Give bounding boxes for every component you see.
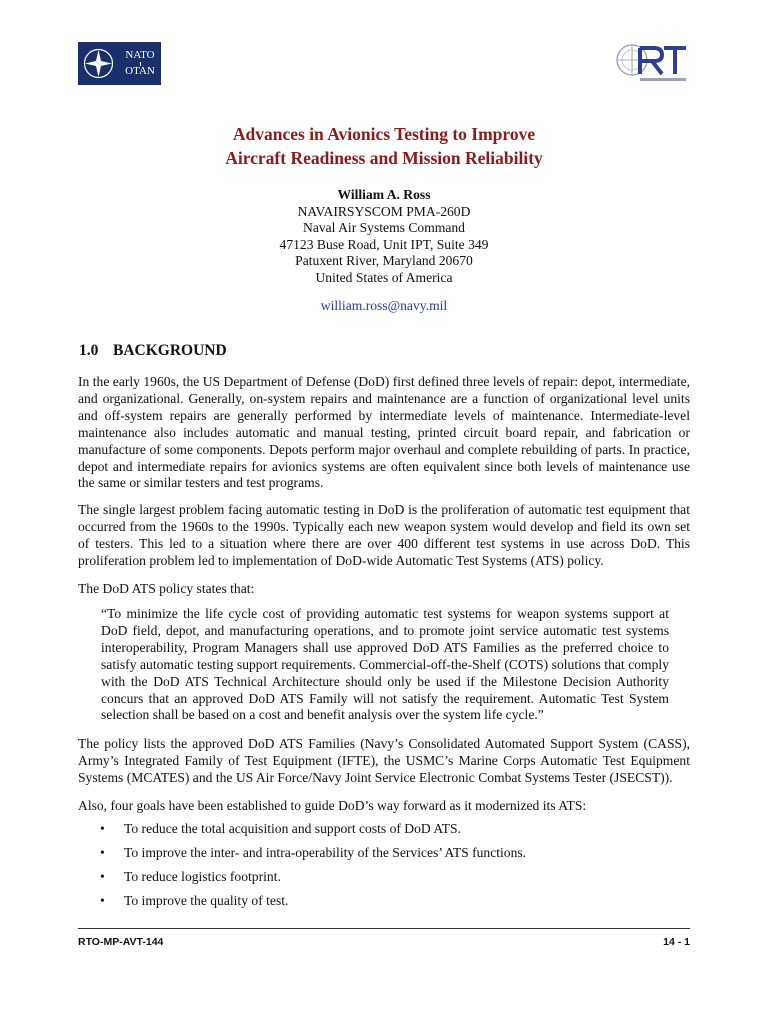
bullet-icon: • [100, 821, 105, 836]
list-item [100, 845, 526, 869]
footer-page-number: 14 - 1 [663, 936, 690, 948]
footer-divider [78, 928, 690, 929]
affiliation-line: Naval Air Systems Command [303, 220, 465, 235]
nato-otan-logo [78, 42, 161, 85]
body-paragraph: The policy lists the approved DoD ATS Families (Navy’s Consolidated Automated Support System (CASS), Army’s Integrated Family of Test Equipment (IFTE), the USMC’s Marine Corps Automatic Test Equipment Systems (MCATES) and the US Air Force/Navy Joint Service Electronic Combat Systems Tester (JSECST)). [78, 736, 690, 785]
nato-logo-line1: NATO [125, 48, 155, 61]
list-item-text: To improve the quality of test. [124, 893, 289, 908]
author-email-link[interactable]: william.ross@navy.mil [320, 298, 448, 313]
body-paragraph: Also, four goals have been established to guide DoD’s way forward as it modernized its ATS: [78, 798, 587, 813]
author-block [0, 187, 768, 286]
section-title: BACKGROUND [113, 342, 227, 359]
body-paragraph: The single largest problem facing automatic testing in DoD is the proliferation of automatic test equipment that occurred from the 1960s to the 1990s. Typically each new weapon system would develop and field its own set of testers. This led to a situation where there are over 400 different test systems in use across DoD. This proliferation problem led to implementation of DoD-wide Automatic Test Systems (ATS) policy. [78, 502, 690, 568]
author-name: William A. Ross [337, 187, 431, 202]
list-item [100, 869, 526, 893]
list-item [100, 821, 526, 845]
paper-title [0, 122, 768, 170]
bullet-icon: • [100, 893, 105, 908]
affiliation-line: 47123 Buse Road, Unit IPT, Suite 349 [279, 236, 489, 252]
rto-emblem-icon [612, 40, 690, 80]
goals-list [100, 821, 526, 917]
list-item-text: To improve the inter- and intra-operability of the Services’ ATS functions. [124, 845, 527, 860]
bullet-icon: • [100, 869, 105, 884]
bullet-icon: • [100, 845, 105, 860]
section-heading [79, 342, 227, 360]
rto-logo [612, 40, 690, 88]
nato-logo-line2: OTAN [125, 64, 155, 77]
affiliation-line: NAVAIRSYSCOM PMA-260D [297, 203, 471, 219]
list-item [100, 893, 526, 917]
title-line-1: Advances in Avionics Testing to Improve [232, 124, 536, 144]
body-paragraph: The DoD ATS policy states that: [78, 581, 255, 596]
footer-doc-id: RTO-MP-AVT-144 [78, 936, 164, 948]
list-item-text: To reduce logistics footprint. [124, 869, 281, 884]
affiliation-line: United States of America [315, 269, 453, 285]
policy-quote: “To minimize the life cycle cost of providing automatic test systems for weapon systems support at DoD field, depot, and manufacturing operations, and to promote joint service automatic test systems interoperability, Program Managers shall use approved DoD ATS Families as the preferred choice to satisfy automatic testing support requirements. Commercial-off-the-Shelf (COTS) solutions that comply with the DoD ATS Technical Architecture should only be used if the Milestone Decision Authority concurs that an approved DoD ATS Family will not satisfy the requirement. Automatic Test System selection shall be based on a cost and benefit analysis over the system life cycle.” [101, 606, 669, 723]
title-line-2: Aircraft Readiness and Mission Reliability [225, 148, 543, 168]
affiliation-line: Patuxent River, Maryland 20670 [295, 253, 473, 268]
body-paragraph: In the early 1960s, the US Department of Defense (DoD) first defined three levels of repair: depot, intermediate, and organizational. Generally, on-system repairs and maintenance are a function of organizational level units and off-system repairs are generally performed by intermediate levels of maintenance. Intermediate-level maintenance also includes automatic and manual testing, printed circuit board repair, and fabrication or manufacture of some components. Depots perform major overhaul and complete rebuilding of parts. In practice, depot and intermediate repairs for avionics systems are often equivalent since both levels of maintenance use the same or similar testers and test programs. [78, 374, 690, 491]
nato-compass-icon [78, 42, 119, 85]
list-item-text: To reduce the total acquisition and support costs of DoD ATS. [124, 821, 461, 836]
rto-caption-line [640, 78, 686, 81]
section-number: 1.0 [79, 342, 99, 359]
